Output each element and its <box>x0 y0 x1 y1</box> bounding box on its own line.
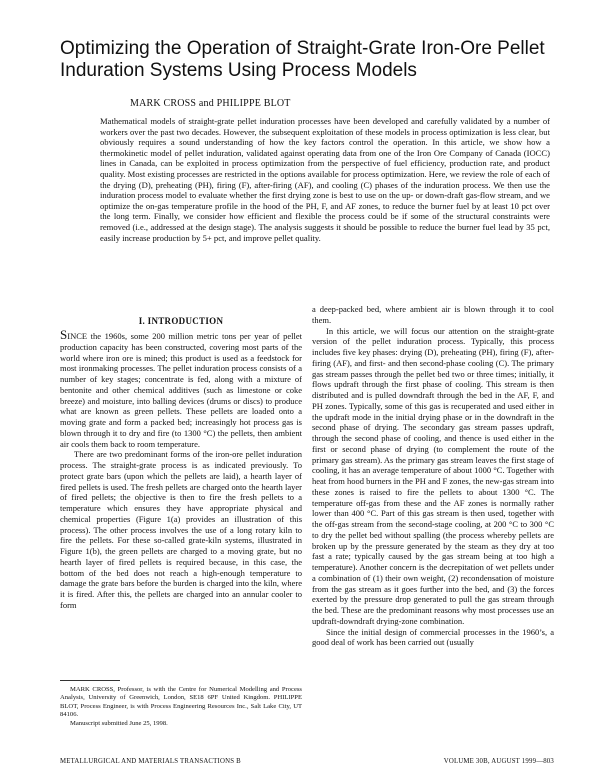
intro-paragraph-2: There are two predominant forms of the iron-ore pellet induration process. The straight-grate process is as indicated previously. To protect grate bars (upon which the pellets are laid), a hearth layer of fired pellets is used. The fresh pellets are charged onto the hearth layer of fired pellets; the objective is then to fire the fresh pellets to a temperature which ensures they have appropriate physical and chemical properties (Figure 1(a) provides an illustration of this process). The other process involves the use of a long rotary kiln to fire the pellets. For these so-called grate-kiln systems, illustrated in Figure 1(b), the green pellets are charged to a moving grate, but no hearth layer of fired pellets is required because, in this case, the bottom of the bed does not reach a high-enough temperature to damage the grate bars before the burden is charged into the kiln, where it is fired. After this, the pellets are charged into an annular cooler to form <box>60 449 302 610</box>
left-column <box>60 327 302 611</box>
paper-title: Optimizing the Operation of Straight-Grate Iron-Ore Pellet Induration Systems Using Process Models <box>60 38 545 81</box>
author-list: MARK CROSS and PHILIPPE BLOT <box>130 98 291 109</box>
intro-paragraph-1-text: INCE the 1960s, some 200 million metric tons per year of pellet production capacity has been constructed, covering most parts of the world where iron ore is mined; this product is used as a feedstock for most ironmaking processes. The pellet induration process consists of a number of key stages; concentrate is fed, along with a mixture of bentonite and other chemical additives (such as limestone or coke breeze) and moisture, into balling devices (drums or discs) to produce what are known as green pellets. These pellets are loaded onto a moving grate and form a packed bed; increasingly hot process gas is blown through it to dry and fire (to 1300 °C) the pellets, then ambient air cools them back to room temperature. <box>60 331 302 449</box>
footnote-divider <box>60 680 120 681</box>
section-heading-introduction: I. INTRODUCTION <box>138 316 224 326</box>
footnote-submission: Manuscript submitted June 25, 1998. <box>70 719 168 727</box>
volume-page-footer: VOLUME 30B, AUGUST 1999—803 <box>443 758 554 765</box>
right-paragraph-2: In this article, we will focus our attention on the straight-grate version of the pellet induration process. Typically, this process includes five key phases: drying (D), preheating (PH), firing (F), after-firing (AF), and first- and then second-phase cooling (C). The primary gas stream passes through the pellet bed two or three times; initially, it flows updraft through the first phase of cooling. This stream is then distributed and is pulled downdraft through the bed in the AF, F, and PH zones. Typically, some of this gas is recuperated and used either in the updraft mode in the initial drying phase or in the downdraft in the second phase of drying. The secondary gas stream passes updraft, through the second phase of cooling, and thence is used either in the first or second phase of drying (to complement the route of the primary gas stream). As the primary gas stream leaves the first stage of cooling, it has an average temperature of about 1000 °C. Together with heat from hood burners in the PH and F zones, the new-gas stream into these zones is raised to fire the pellets to about 1300 °C. The temperature off-gas from these and the AF zones is normally rather lower than 400 °C. Part of this gas stream is then used, together with the off-gas stream from the second-stage cooling, at 200 °C to 300 °C to dry the pellet bed without spalling (the process whereby pellets are broken up by the pressure generated by the steam as they dry at too fast a rate; typically caused by the gas stream being at too high a temperature). Another concern is the decrepitation of wet pellets under a combination of (1) their own weight, (2) recondensation of moisture from the gas stream as it goes further into the bed, and (3) the forces exerted by the pressure drop generated to pull the gas stream through the bed. These are the predominant reasons why most processes use an updraft-downdraft drying-zone combination. <box>312 325 554 626</box>
right-paragraph-1: a deep-packed bed, where ambient air is blown through it to cool them. <box>312 304 554 325</box>
journal-footer: METALLURGICAL AND MATERIALS TRANSACTIONS B <box>60 758 241 765</box>
right-paragraph-3: Since the initial design of commercial processes in the 1960’s, a good deal of work has been carried out (usually <box>312 626 554 648</box>
abstract: Mathematical models of straight-grate pellet induration processes have been developed and carefully validated by a number of workers over the past two decades. However, the subsequent exploitation of these models in process optimization is less clear, but obviously requires a sound understanding of how the key factors control the operation. In this article, we show how a thermokinetic model of pellet induration, validated against operating data from one of the Iron Ore Company of Canada (IOCC) lines in Canada, can be exploited in process optimization from the perspective of fuel efficiency, production rate, and product quality. Most existing processes are restricted in the options available for process optimization. Here, we review the role of each of the drying (D), preheating (PH), firing (F), after-firing (AF), and cooling (C) phases of the induration process. We then use the induration process model to evaluate whether the first drying zone is best to use on the up- or down-draft gas-flow stream, and we optimize the on-gas temperature profile in the hood of the PH, F, and AF zones, to reduce the burner fuel by at least 10 pct over the long term. Finally, we consider how efficient and flexible the process could be if some of the structural constraints were removed (i.e., addressed at the design stage). The analysis suggests it should be possible to reduce the burner fuel lead by 35 pct, easily increase production by 5+ pct, and improve pellet quality. <box>100 116 550 243</box>
intro-paragraph-1 <box>60 327 302 449</box>
drop-cap: S <box>60 327 68 342</box>
footnote <box>60 686 302 728</box>
right-column <box>312 304 554 648</box>
footnote-affiliations: MARK CROSS, Professor, is with the Centre for Numerical Modelling and Process Analysis, University of Greenwich, London, SE18 6PF United Kingdom. PHILIPPE BLOT, Process Engineer, is with Process Engineering Resources Inc., Salt Lake City, UT 84106. <box>60 686 302 719</box>
